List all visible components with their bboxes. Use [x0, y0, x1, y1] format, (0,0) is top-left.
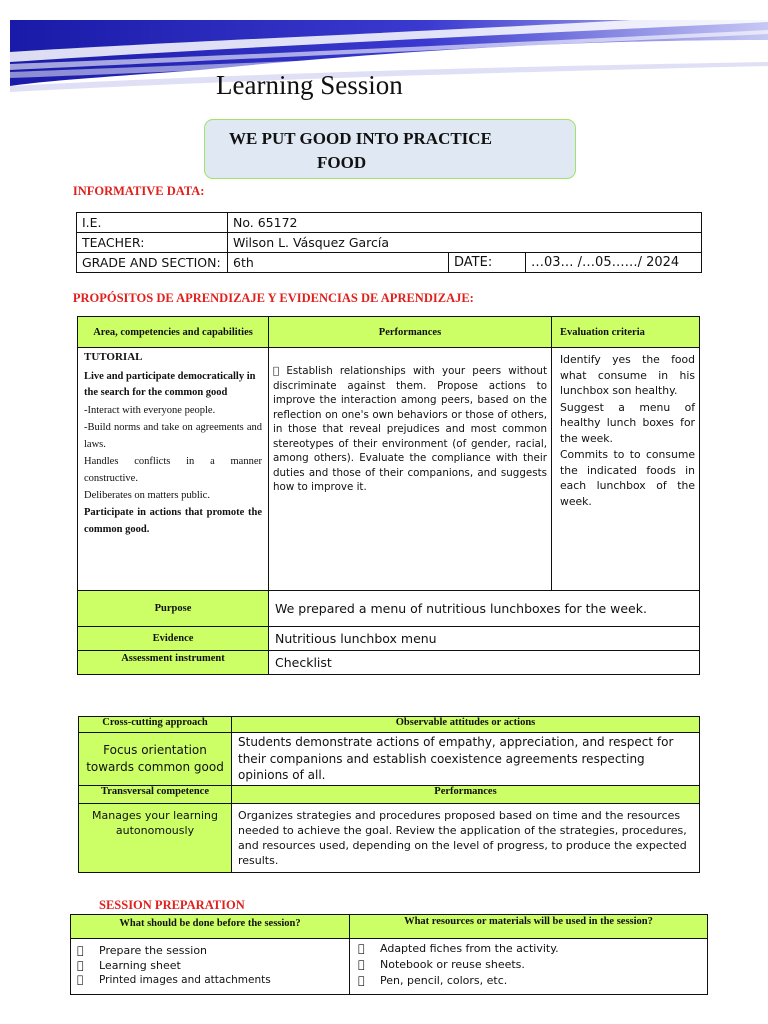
area-cell [78, 348, 269, 591]
criteria-cell [552, 348, 700, 591]
topic-line-2: FOOD [317, 153, 367, 172]
capability-item: Deliberates on matters public. [84, 490, 210, 501]
criteria-item: Commits to to consume the indicated foods in each lunchbox of the week. [560, 448, 695, 508]
capability-item: Participate in actions that promote the common good. [84, 507, 262, 535]
instrument-value: Checklist [269, 651, 700, 675]
preparation-table [70, 914, 708, 995]
materials-item:   Adapted fiches from the activity. [358, 942, 559, 955]
teacher-value: Wilson L. Vásquez García [228, 233, 702, 253]
materials-item:   Pen, pencil, colors, etc. [358, 974, 508, 987]
crosscutting-table [78, 716, 700, 873]
materials-cell [350, 939, 708, 995]
informative-table [76, 212, 702, 273]
approach-value: Focus orientation towards common good [79, 733, 232, 786]
col-materials: What resources or materials will be used in the session? [350, 915, 708, 939]
performance-cell [269, 348, 552, 591]
before-item:   Prepare the session [77, 944, 208, 957]
col-area: Area, competencies and capabilities [78, 317, 269, 348]
capability-item: -Build norms and take on agreements and laws. [84, 422, 262, 450]
topic-box [204, 119, 576, 179]
grade-label: GRADE AND SECTION: [77, 253, 228, 273]
capability-item: -Interact with everyone people. [84, 405, 216, 416]
capability-list [84, 402, 262, 538]
page-title: Learning Session [216, 70, 403, 100]
instrument-label: Assessment instrument [78, 651, 269, 675]
purpose-value: We prepared a menu of nutritious lunchboxes for the week. [269, 591, 700, 627]
date-value: …03… /…05……/ 2024 [526, 253, 702, 273]
purpose-label: Purpose [78, 591, 269, 627]
tc-label: Transversal competence [79, 785, 232, 803]
evidence-label: Evidence [78, 627, 269, 651]
date-label: DATE: [449, 253, 526, 273]
area-title: TUTORIAL [84, 351, 143, 363]
capability-item: Handles conflicts in a manner constructive. [84, 456, 262, 484]
grade-value: 6th [228, 253, 449, 273]
tc-perf-value: Organizes strategies and procedures proposed based on time and the resources needed to achieve the goal. Review the application of the strategies, procedures, and resources used, depending on the level of progress, to produce the expected results. [232, 803, 700, 872]
materials-item:   Notebook or reuse sheets. [358, 958, 525, 971]
col-attitudes: Observable attitudes or actions [232, 717, 700, 733]
col-crosscutting: Cross-cutting approach [79, 717, 232, 733]
informative-heading:   INFORMATIVE DATA: [60, 184, 205, 198]
before-item:   Learning sheet [77, 959, 181, 972]
ie-value: No. 65172 [228, 213, 702, 233]
ie-label: I.E. [77, 213, 228, 233]
tc-value: Manages your learning autonomously [79, 803, 232, 872]
attitudes-value: Students demonstrate actions of empathy, appreciation, and respect for their companions and establish coexistence agreements respecting opinions of all. [232, 733, 700, 786]
purposes-heading:   PROPÓSITOS DE APRENDIZAJE Y EVIDENCIAS DE APRENDIZAJE: [60, 291, 474, 305]
purposes-table [77, 316, 700, 675]
performance-text:   Establish relationships with your peers without discriminate against them. Propose actions to improve the interaction among peers, based on the reflection on one's own behaviors or those of others, in those that reveal prejudices and most common stereotypes of their environment (of gender, racial, among others). Evaluate the compliance with their duties and those of their companions, and suggests how to improve it. [273, 365, 547, 493]
col-evaluation: Evaluation criteria [552, 317, 700, 348]
competency: Live and participate democratically in the search for the common good [84, 371, 256, 398]
criteria-item: Suggest a menu of healthy lunch boxes for the week. [560, 400, 695, 445]
col-performances: Performances [269, 317, 552, 348]
topic-line-1: WE PUT GOOD INTO PRACTICE [229, 129, 492, 148]
tc-perf-label: Performances [232, 785, 700, 803]
criteria-item: Identify yes the food what consume in his lunchbox son healthy. [560, 353, 695, 397]
before-item:   Printed images and attachments [77, 974, 271, 986]
teacher-label: TEACHER: [77, 233, 228, 253]
preparation-heading: SESSION PREPARATION [99, 898, 245, 912]
before-cell [71, 939, 350, 995]
col-before: What should be done before the session? [71, 915, 350, 939]
evidence-value: Nutritious lunchbox menu [269, 627, 700, 651]
